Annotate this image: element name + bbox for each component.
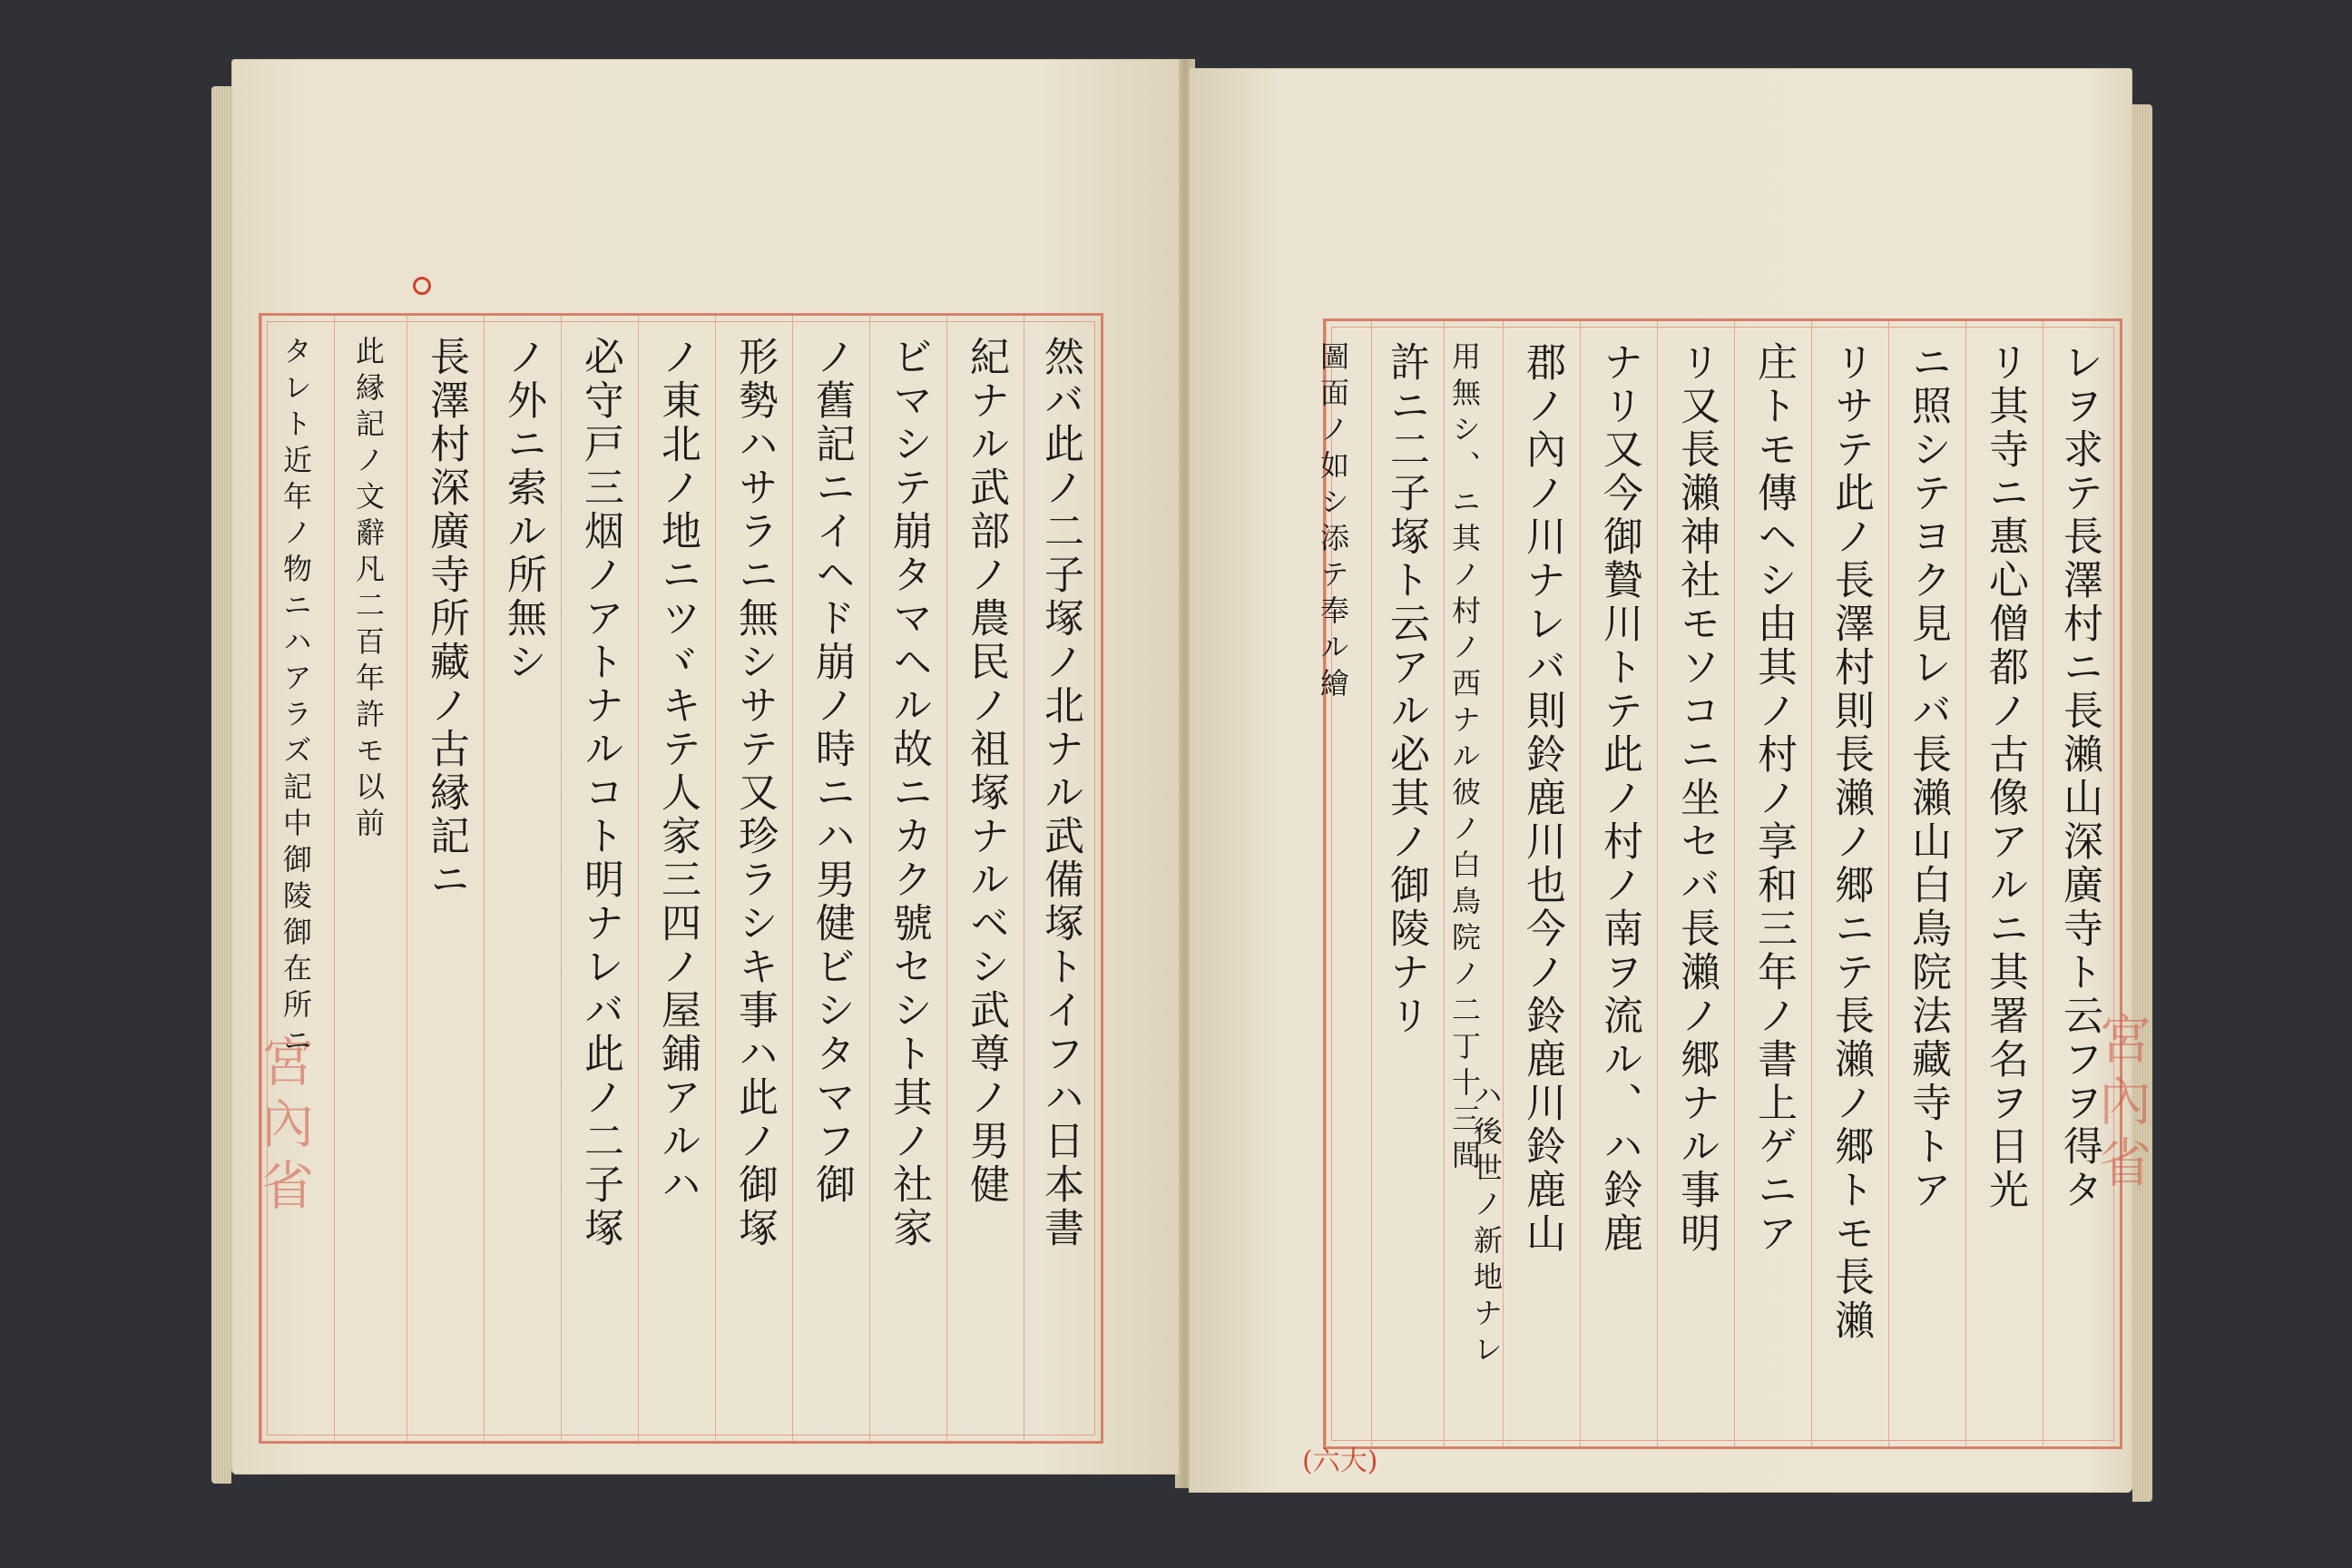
left-page-stamp: 宮內省: [252, 1034, 314, 1220]
left-column-7: 必守戸三烟ノアトナルコト明ナレバ此ノ二子塚: [561, 316, 638, 1441]
right-column-4: リサテ此ノ長澤村則長瀨ノ郷ニテ長瀨ノ郷トモ長瀨: [1811, 321, 1888, 1446]
left-column-8: ノ外ニ索ル所無シ: [484, 316, 561, 1441]
right-column-6: リ又長瀨神社モソコニ坐セバ長瀨ノ郷ナル事明: [1657, 321, 1734, 1446]
left-note-column-1: 此縁記ノ文辭凡二百年許モ以前: [334, 316, 407, 1441]
right-column-2: リ其寺ニ惠心僧都ノ古像アルニ其署名ヲ日光: [1965, 321, 2043, 1446]
left-column-6: ノ東北ノ地ニツヾキテ人家三四ノ屋鋪アルハ: [638, 316, 715, 1441]
left-column-9: 長澤村深廣寺所藏ノ古縁記ニ: [407, 316, 484, 1441]
left-column-1: 然バ此ノ二子塚ノ北ナル武備塚トイフハ日本書: [1024, 316, 1098, 1441]
red-circle-mark: [413, 277, 431, 295]
right-column-8: 郡ノ內ノ川ナレバ則鈴鹿川也今ノ鈴鹿川鈴鹿山: [1503, 321, 1580, 1446]
right-note-column-1: 圖面ノ如シ添テ奉ル繪: [1326, 321, 1371, 1446]
left-column-2: 紀ナル武部ノ農民ノ祖塚ナルベシ武尊ノ男健: [946, 316, 1024, 1441]
open-book: [231, 50, 2151, 1502]
right-text-frame: [1316, 318, 2122, 1449]
right-page-edges: [2132, 104, 2152, 1502]
left-column-4: ノ舊記ニイヘド崩ノ時ニハ男健ビシタマフ御: [792, 316, 869, 1441]
right-column-10: 許ニ二子塚ト云アル必其ノ御陵ナリ: [1371, 321, 1444, 1446]
left-column-10: タレト近年ノ物ニハアラズ記中御陵御在所ニ: [261, 316, 334, 1441]
right-note-column-2: [1488, 1080, 1524, 1352]
right-column-9: 用無シ、ニ其ノ村ノ西ナル彼ノ白鳥院ノ二丁十三間: [1444, 321, 1503, 1446]
left-page: [231, 59, 1180, 1475]
left-text-frame: [259, 313, 1103, 1444]
left-page-edges: [211, 86, 231, 1484]
left-column-3: ビマシテ崩タマヘル故ニカク號セシト其ノ社家: [869, 316, 946, 1441]
right-column-7: ナリ又今御贄川トテ此ノ村ノ南ヲ流ル、ハ鈴鹿: [1580, 321, 1657, 1446]
right-page-stamp: 宮內省: [2090, 1012, 2151, 1197]
right-column-5: 庄トモ傳ヘシ由其ノ村ノ享和三年ノ書上ゲニア: [1734, 321, 1811, 1446]
right-column-3: ニ照シテヨク見レバ長瀨山白鳥院法藏寺トア: [1888, 321, 1965, 1446]
right-column-1: レヲ求テ長澤村ニ長瀨山深廣寺ト云フヲ得タ: [2043, 321, 2117, 1446]
page-number: (六大): [1302, 1446, 1378, 1477]
left-column-5: 形勢ハサラニ無シサテ又珍ラシキ事ハ此ノ御塚: [715, 316, 792, 1441]
